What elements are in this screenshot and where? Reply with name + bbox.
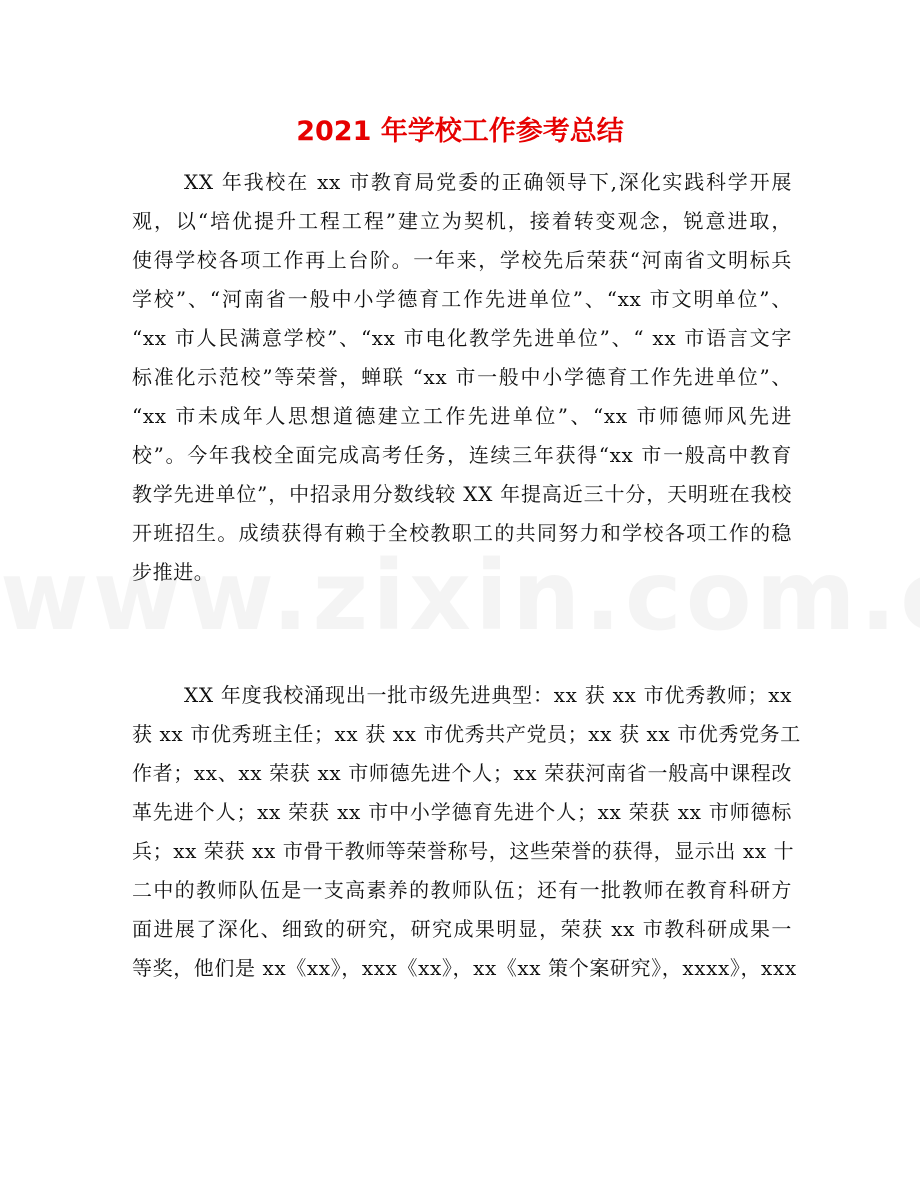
paragraph-line: 革先进个人；xx 荣获 xx 市中小学德育先进个人；xx 荣获 xx 市师德标 (132, 800, 792, 824)
paragraph-line: 面进展了深化、细致的研究，研究成果明显，荣获 xx 市教科研成果一 (132, 917, 792, 941)
paragraph-line: 等奖，他们是 xx《xx》，xxx《xx》，xx《xx 策个案研究》，xxxx》，xxx (132, 956, 797, 980)
paragraph-line: 兵；xx 荣获 xx 市骨干教师等荣誉称号，这些荣誉的获得，显示出 xx 十 (132, 839, 795, 863)
paragraph-line: 开班招生。成绩获得有赖于全校教职工的共同努力和学校各项工作的稳 (132, 521, 792, 545)
paragraph-line: 作者；xx、xx 荣获 xx 市师德先进个人；xx 荣获河南省一般高中课程改 (132, 761, 792, 785)
paragraph-line: 学校”、“河南省一般中小学德育工作先进单位”、“xx 市文明单位”、 (132, 287, 792, 311)
paragraph-line: 步推进。 (132, 560, 215, 584)
paragraph-1 (132, 163, 792, 592)
paragraph-line: XX 年度我校涌现出一批市级先进典型：xx 获 xx 市优秀教师；xx (184, 683, 792, 707)
paragraph-line: 使得学校各项工作再上台阶。一年来，学校先后荣获“河南省文明标兵 (132, 248, 792, 272)
paragraph-line: 校”。今年我校全面完成高考任务，连续三年获得“xx 市一般高中教育 (132, 443, 792, 467)
paragraph-line: “xx 市人民满意学校”、“xx 市电化教学先进单位”、“ xx 市语言文字 (132, 326, 792, 350)
paragraph-line: 教学先进单位”，中招录用分数线较 XX 年提高近三十分，天明班在我校 (132, 482, 792, 506)
paragraph-line: “xx 市未成年人思想道德建立工作先进单位”、“xx 市师德师风先进 (132, 404, 792, 428)
paragraph-line: 获 xx 市优秀班主任；xx 获 xx 市优秀共产党员；xx 获 xx 市优秀党务工 (132, 722, 801, 746)
paragraph-2 (132, 676, 801, 988)
document-title: 2021 年学校工作参考总结 (296, 116, 624, 147)
paragraph-line: 二中的教师队伍是一支高素养的教师队伍；还有一批教师在教育科研方 (132, 878, 792, 902)
paragraph-line: XX 年我校在 xx 市教育局党委的正确领导下,深化实践科学开展 (184, 170, 792, 194)
paragraph-line: 观，以“培优提升工程工程”建立为契机，接着转变观念，锐意进取， (132, 209, 792, 233)
paragraph-line: 标准化示范校”等荣誉，蝉联 “xx 市一般中小学德育工作先进单位”、 (132, 365, 792, 389)
